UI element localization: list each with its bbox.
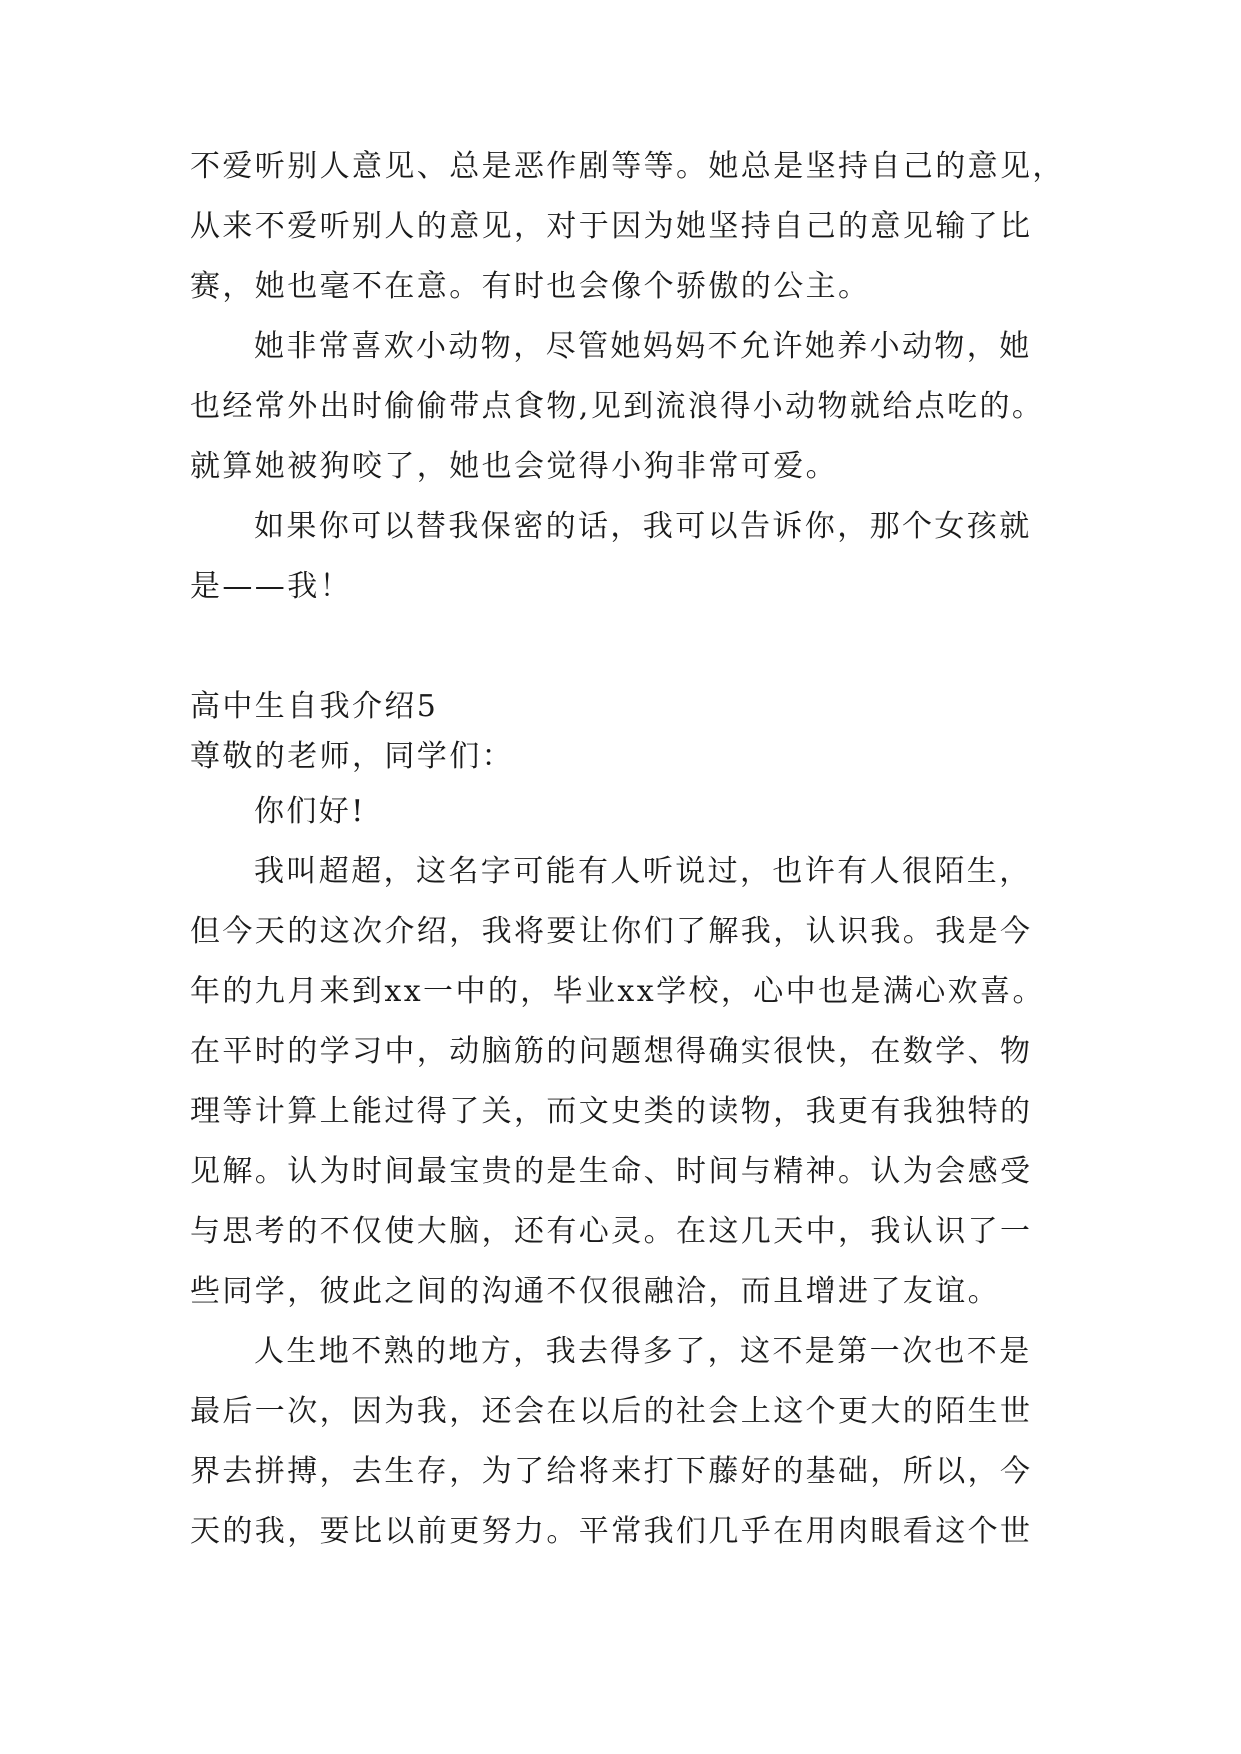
text-line: 天的我，要比以前更努力。平常我们几乎在用肉眼看这个世 — [190, 1514, 1033, 1549]
paragraph-continuation — [190, 137, 1065, 317]
text-line: 赛，她也毫不在意。有时也会像个骄傲的公主。 — [190, 269, 871, 304]
text-line: 她非常喜欢小动物，尽管她妈妈不允许她养小动物，她 — [254, 329, 1032, 364]
text-line: 我叫超超，这名字可能有人听说过，也许有人很陌生， — [254, 854, 1032, 889]
text-line: 从来不爱听别人的意见，对于因为她坚持自己的意见输了比 — [190, 209, 1033, 244]
text-line: 是——我！ — [190, 569, 352, 604]
top-section — [190, 137, 1065, 617]
text-line: 就算她被狗咬了，她也会觉得小狗非常可爱。 — [190, 449, 838, 484]
text-line: 也经常外出时偷偷带点食物,见到流浪得小动物就给点吃的。 — [190, 389, 1045, 424]
paragraph-intro — [190, 842, 1050, 1322]
text-line: 最后一次，因为我，还会在以后的社会上这个更大的陌生世 — [190, 1394, 1033, 1429]
text-line: 界去拼搏，去生存，为了给将来打下藤好的基础，所以，今 — [190, 1454, 1033, 1489]
text-line: 人生地不熟的地方，我去得多了，这不是第一次也不是 — [254, 1334, 1032, 1369]
text-line: 理等计算上能过得了关，而文史类的读物，我更有我独特的 — [190, 1094, 1033, 1129]
salutation: 尊敬的老师，同学们： — [190, 739, 514, 774]
section-title: 高中生自我介绍5 — [190, 689, 439, 724]
text-line: 些同学，彼此之间的沟通不仅很融洽，而且增进了友谊。 — [190, 1274, 1000, 1309]
text-line: 在平时的学习中，动脑筋的问题想得确实很快，在数学、物 — [190, 1034, 1033, 1069]
greeting: 你们好! — [254, 794, 366, 829]
text-line: 如果你可以替我保密的话，我可以告诉你，那个女孩就 — [254, 509, 1032, 544]
text-line: 见解。认为时间最宝贵的是生命、时间与精神。认为会感受 — [190, 1154, 1033, 1189]
text-line: 不爱听别人意见、总是恶作剧等等。她总是坚持自己的意见， — [190, 149, 1065, 184]
text-line: 与思考的不仅使大脑，还有心灵。在这几天中，我认识了一 — [190, 1214, 1033, 1249]
text-line: 年的九月来到xx一中的，毕业xx学校，心中也是满心欢喜。 — [190, 974, 1045, 1009]
section-5 — [190, 682, 1050, 1562]
paragraph-animals — [190, 317, 1050, 497]
paragraph-unfamiliar-places — [190, 1322, 1050, 1562]
text-line: 但今天的这次介绍，我将要让你们了解我，认识我。我是今 — [190, 914, 1033, 949]
paragraph-secret — [190, 497, 1050, 617]
